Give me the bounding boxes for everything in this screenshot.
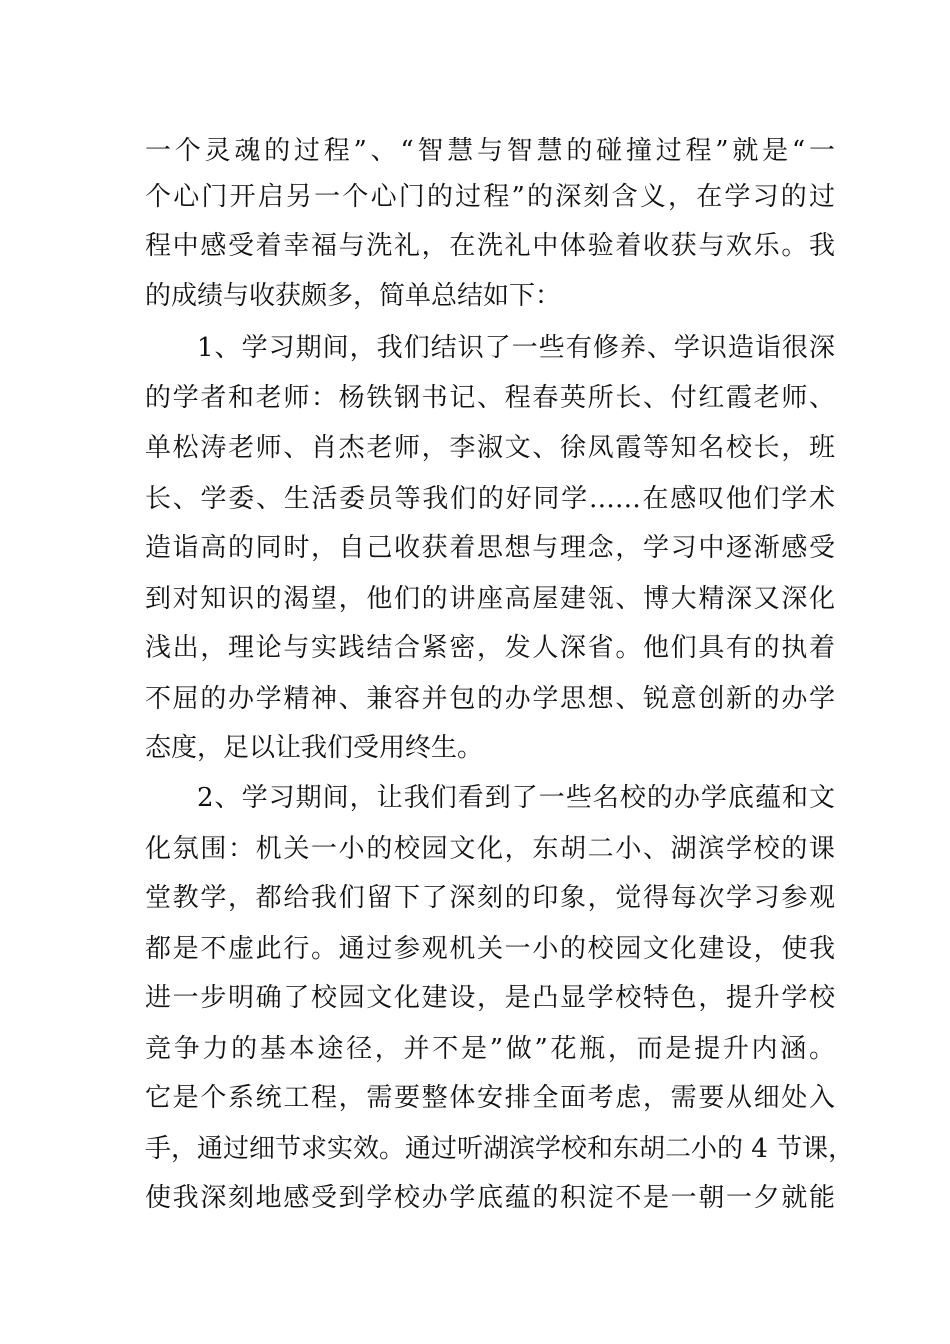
text-line: 单松涛老师、肖杰老师，李淑文、徐凤霞等知名校长，班 [145, 433, 835, 463]
text-line: 进一步明确了校园文化建设，是凸显学校特色，提升学校 [145, 983, 835, 1013]
text-line: 都是不虚此行。通过参观机关一小的校园文化建设，使我 [145, 934, 835, 964]
text-line: 一个灵魂的过程”、“智慧与智慧的碰撞过程”就是“一 [145, 136, 835, 166]
paragraph-1-first-line: 1、学习期间，我们结识了一些有修养、学识造诣很深 [197, 333, 835, 363]
text-line: 态度，足以让我们受用终生。 [145, 733, 484, 763]
text-line: 程中感受着幸福与洗礼，在洗礼中体验着收获与欢乐。我 [145, 231, 835, 261]
text-line: 使我深刻地感受到学校办学底蕴的积淀不是一朝一夕就能 [145, 1183, 835, 1213]
text-line: 的学者和老师：杨铁钢书记、程春英所长、付红霞老师、 [145, 383, 835, 413]
text-line: 长、学委、生活委员等我们的好同学……在感叹他们学术 [145, 484, 835, 514]
text-line: 竞争力的基本途径，并不是”做”花瓶，而是提升内涵。 [145, 1034, 835, 1064]
text-line: 手，通过细节求实效。通过听湖滨学校和东胡二小的 4 节课， [145, 1134, 855, 1164]
text-line: 堂教学，都给我们留下了深刻的印象，觉得每次学习参观 [145, 883, 835, 913]
paragraph-2-first-line: 2、学习期间，让我们看到了一些名校的办学底蕴和文 [197, 783, 835, 813]
text-line: 它是个系统工程，需要整体安排全面考虑，需要从细处入 [145, 1083, 835, 1113]
text-line: 造诣高的同时，自己收获着思想与理念，学习中逐渐感受 [145, 533, 835, 563]
text-line: 浅出，理论与实践结合紧密，发人深省。他们具有的执着 [145, 633, 835, 663]
text-line: 到对知识的渴望，他们的讲座高屋建瓴、博大精深又深化 [145, 584, 835, 614]
text-line: 不屈的办学精神、兼容并包的办学思想、锐意创新的办学 [145, 684, 835, 714]
text-line: 个心门开启另一个心门的过程”的深刻含义，在学习的过 [145, 182, 835, 212]
text-line: 的成绩与收获颇多，简单总结如下： [145, 281, 562, 311]
text-line: 化氛围：机关一小的校园文化，东胡二小、湖滨学校的课 [145, 834, 835, 864]
